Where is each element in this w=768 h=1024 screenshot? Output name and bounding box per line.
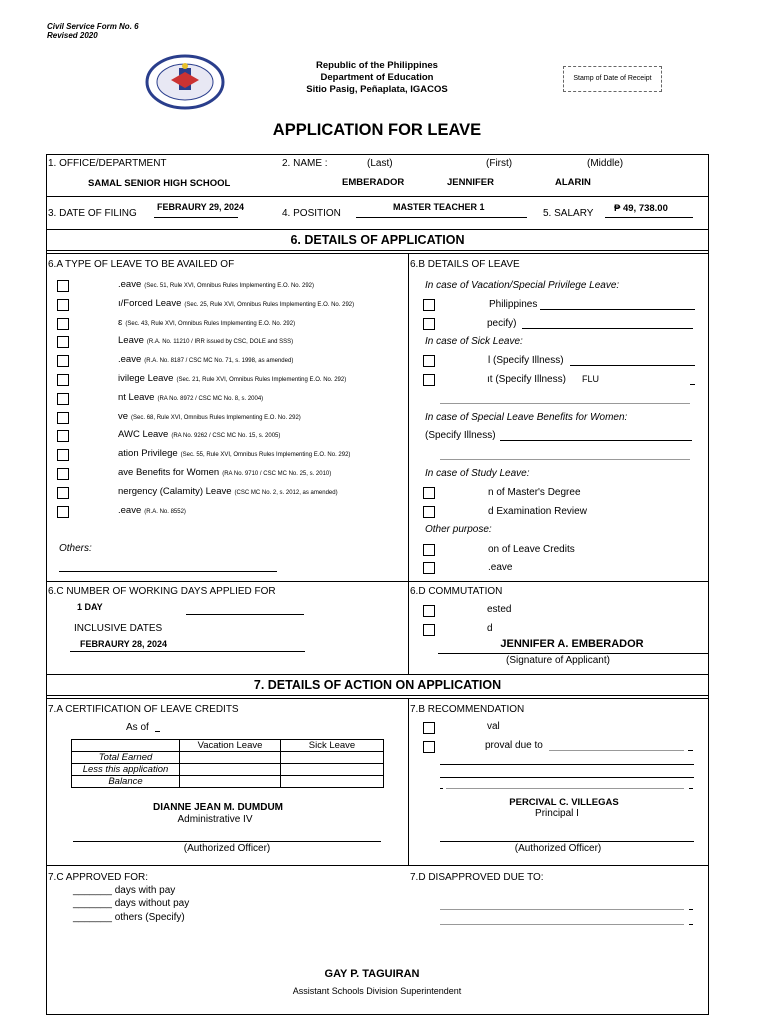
divider — [46, 229, 709, 230]
study-masters-checkbox[interactable] — [423, 487, 435, 499]
leave-type-name: ivilege Leave — [118, 373, 174, 384]
leave-type-item — [118, 411, 301, 422]
table-header-blank — [72, 740, 180, 752]
column-divider — [408, 698, 409, 865]
leave-type-reference: (R.A. No. 8552) — [144, 508, 186, 515]
leave-type-name: .eave — [118, 279, 142, 290]
leave-type-checkbox[interactable] — [57, 487, 69, 499]
disapproval-line — [440, 764, 694, 765]
applicant-signature-line — [438, 653, 708, 654]
leave-type-name: ave Benefits for Women — [118, 467, 220, 478]
salary-underline — [605, 217, 693, 218]
commutation-not-requested-checkbox[interactable] — [423, 605, 435, 617]
section-6b-title: 6.B DETAILS OF LEAVE — [410, 259, 520, 270]
terminal-leave-checkbox[interactable] — [423, 562, 435, 574]
cell-vacation-less[interactable] — [180, 764, 281, 776]
disapproval-line — [549, 750, 684, 751]
position-value[interactable]: MASTER TEACHER 1 — [393, 202, 485, 212]
form-revision: Revised 2020 — [47, 31, 98, 40]
disapproval-line — [688, 750, 693, 751]
divider — [46, 196, 709, 197]
study-bar-review-label: d Examination Review — [488, 506, 587, 517]
leave-type-reference: (Sec. 21, Rule XVI, Omnibus Rules Implementing E.O. No. 292) — [176, 377, 347, 383]
disapproval-line — [440, 777, 694, 778]
middle-name-label: (Middle) — [587, 158, 624, 169]
divider — [46, 674, 709, 675]
vacation-abroad-line — [522, 328, 693, 329]
leave-type-checkbox[interactable] — [57, 318, 69, 330]
leave-type-item — [118, 354, 293, 365]
commutation-requested-checkbox[interactable] — [423, 624, 435, 636]
date-filing-value[interactable]: FEBRAURY 29, 2024 — [157, 202, 245, 212]
monetization-checkbox[interactable] — [423, 544, 435, 556]
leave-type-reference: (RA No. 9262 / CSC MC No. 15, s. 2005) — [171, 433, 281, 440]
sick-outpatient-label: ıt (Specify Illness) — [487, 374, 566, 385]
leave-type-name: nergency (Calamity) Leave — [118, 485, 232, 497]
leave-type-checkbox[interactable] — [57, 299, 69, 311]
women-heading: In case of Special Leave Benefits for Women: — [425, 412, 628, 423]
leave-type-item — [118, 279, 314, 290]
position-underline — [356, 217, 527, 218]
approving-officer-name: GAY P. TAGUIRAN — [324, 968, 420, 980]
disapproved-line — [689, 924, 693, 925]
form-number: Civil Service Form No. 6 — [47, 22, 139, 31]
middle-name-value[interactable]: ALARIN — [555, 177, 591, 188]
header-republic: Republic of the Philippines — [316, 60, 438, 71]
table-header-sick: Sick Leave — [281, 740, 384, 752]
disapproved-line — [440, 924, 684, 925]
form-title: APPLICATION FOR LEAVE — [272, 121, 482, 139]
working-days-value[interactable]: 1 DAY — [77, 602, 103, 612]
salary-label: 5. SALARY — [543, 208, 594, 219]
women-specify-line — [500, 440, 692, 441]
divider — [46, 250, 709, 251]
deped-seal-logo — [145, 54, 225, 110]
cell-sick-balance[interactable] — [281, 776, 384, 788]
leave-type-reference: (Sec. 51, Rule XVI, Omnibus Rules Implementing E.O. No. 292) — [144, 283, 314, 289]
last-name-value[interactable]: EMBERADOR — [342, 177, 405, 188]
leave-type-name: ation Privilege — [118, 448, 178, 460]
row-less-application: Less this application — [72, 764, 180, 776]
sick-outpatient-checkbox[interactable] — [423, 374, 435, 386]
section-7d-title: 7.D DISAPPROVED DUE TO: — [410, 872, 544, 883]
others-specify[interactable]: _______ others (Specify) — [73, 912, 185, 923]
divider — [46, 695, 709, 696]
leave-type-item — [118, 392, 263, 403]
disapproval-line — [689, 788, 693, 789]
certifying-officer-name: DIANNE JEAN M. DUMDUM — [153, 802, 283, 813]
leave-type-name: Leave — [118, 335, 144, 347]
section-6-title: 6. DETAILS OF APPLICATION — [290, 233, 465, 247]
certifying-officer-line — [73, 841, 381, 842]
section-6c-title: 6.C NUMBER OF WORKING DAYS APPLIED FOR — [48, 586, 276, 597]
recommending-officer-title: Principal I — [535, 808, 579, 819]
leave-type-reference: (Sec. 68, Rule XVI, Omnibus Rules Implementing E.O. No. 292) — [131, 414, 301, 421]
sick-hospital-label: l (Specify Illness) — [488, 355, 564, 366]
cell-vacation-total[interactable] — [180, 752, 281, 764]
days-with-pay[interactable]: _______ days with pay — [73, 885, 176, 896]
approving-officer-title: Assistant Schools Division Superintendent — [292, 986, 462, 996]
sick-hospital-checkbox[interactable] — [423, 355, 435, 367]
divider — [46, 865, 709, 866]
leave-type-checkbox[interactable] — [57, 412, 69, 424]
row-balance: Balance — [72, 776, 180, 788]
recommending-officer-label: (Authorized Officer) — [514, 843, 602, 854]
inclusive-dates-value[interactable]: FEBRAURY 28, 2024 — [80, 639, 168, 649]
leave-type-item — [118, 429, 280, 440]
leave-type-item — [118, 335, 293, 346]
divider — [46, 253, 709, 254]
leave-type-item — [118, 373, 346, 384]
table-header-vacation: Vacation Leave — [180, 740, 281, 752]
study-bar-review-checkbox[interactable] — [423, 506, 435, 518]
disapproval-line — [440, 788, 443, 789]
commutation-not-requested-label: ested — [487, 604, 512, 615]
leave-type-reference: (RA No. 8972 / CSC MC No. 8, s. 2004) — [157, 395, 264, 402]
vacation-heading: In case of Vacation/Special Privilege Leave: — [425, 280, 620, 291]
table-row — [72, 764, 384, 776]
divider — [46, 581, 709, 582]
section-7c-title: 7.C APPROVED FOR: — [48, 872, 149, 883]
receipt-stamp-label: Stamp of Date of Receipt — [573, 75, 652, 82]
recommending-officer-name: PERCIVAL C. VILLEGAS — [509, 797, 619, 808]
office-value: SAMAL SENIOR HIGH SCHOOL — [88, 178, 231, 189]
recommend-approval-checkbox[interactable] — [423, 722, 435, 734]
applicant-signature-label: (Signature of Applicant) — [506, 655, 610, 666]
leave-type-reference: (RA No. 9710 / CSC MC No. 25, s. 2010) — [222, 471, 332, 477]
section-7b-title: 7.B RECOMMENDATION — [410, 704, 525, 715]
leave-type-name: ı/Forced Leave — [118, 297, 182, 309]
leave-type-name: ɛ — [118, 316, 123, 328]
women-extra-line — [440, 459, 690, 460]
office-label: 1. OFFICE/DEPARTMENT — [48, 158, 167, 169]
others-label: Others: — [59, 543, 92, 554]
section-7a-title: 7.A CERTIFICATION OF LEAVE CREDITS — [48, 704, 239, 715]
other-purpose-heading: Other purpose: — [425, 524, 492, 535]
cell-vacation-balance[interactable] — [180, 776, 281, 788]
leave-type-checkbox[interactable] — [57, 506, 69, 518]
date-filing-label: 3. DATE OF FILING — [48, 208, 137, 219]
recommend-disapproval-label: proval due to — [485, 740, 543, 751]
study-heading: In case of Study Leave: — [425, 468, 530, 479]
leave-type-name: ve — [118, 410, 129, 422]
receipt-stamp-box — [563, 66, 662, 92]
leave-type-reference: (Sec. 25, Rule XVI, Omnibus Rules Implementing E.O. No. 292) — [184, 301, 355, 308]
inclusive-dates-label: INCLUSIVE DATES — [74, 623, 163, 634]
sick-heading: In case of Sick Leave: — [425, 336, 523, 347]
section-6a-title: 6.A TYPE OF LEAVE TO BE AVAILED OF — [48, 259, 235, 270]
leave-type-name: .eave — [118, 354, 142, 366]
leave-credits-table — [71, 739, 384, 788]
leave-type-reference: (Sec. 55, Rule XVI, Omnibus Rules Implementing E.O. No. 292) — [180, 452, 351, 459]
as-of-label: As of — [126, 722, 149, 733]
section-7-title: 7. DETAILS OF ACTION ON APPLICATION — [253, 678, 502, 692]
leave-type-item — [118, 505, 186, 516]
leave-type-checkbox[interactable] — [57, 374, 69, 386]
name-label: 2. NAME : — [282, 158, 328, 169]
table-row — [72, 776, 384, 788]
divider — [46, 698, 709, 699]
disapproved-line — [689, 909, 693, 910]
leave-type-checkbox[interactable] — [57, 449, 69, 461]
leave-type-reference: (CSC MC No. 2, s. 2012, as amended) — [234, 489, 338, 496]
vacation-abroad-checkbox[interactable] — [423, 318, 435, 330]
row-total-earned: Total Earned — [72, 752, 180, 764]
as-of-line — [155, 731, 160, 732]
disapproval-line — [446, 788, 684, 789]
leave-type-checkbox[interactable] — [57, 355, 69, 367]
cell-sick-less[interactable] — [281, 764, 384, 776]
header-department: Department of Education — [320, 72, 434, 83]
leave-type-checkbox[interactable] — [57, 430, 69, 442]
table-row — [72, 752, 384, 764]
leave-type-item — [118, 486, 338, 497]
vacation-abroad-label: pecify) — [487, 318, 517, 329]
applicant-name: JENNIFER A. EMBERADOR — [500, 638, 644, 650]
section-6d-title: 6.D COMMUTATION — [410, 586, 503, 597]
working-days-line — [186, 614, 304, 615]
vacation-within-checkbox[interactable] — [423, 299, 435, 311]
leave-type-checkbox[interactable] — [57, 393, 69, 405]
cell-sick-total[interactable] — [281, 752, 384, 764]
leave-type-name: .eave — [118, 504, 142, 516]
date-underline — [154, 217, 238, 218]
leave-type-checkbox[interactable] — [57, 336, 69, 348]
terminal-leave-label: .eave — [488, 562, 513, 573]
sick-hospital-line — [570, 365, 695, 366]
women-specify-label: (Specify Illness) — [425, 430, 496, 441]
header-address: Sitio Pasig, Peñaplata, IGACOS — [306, 84, 448, 95]
leave-type-checkbox[interactable] — [57, 468, 69, 480]
study-masters-label: n of Master's Degree — [488, 487, 581, 498]
sick-outpatient-value[interactable]: FLU — [582, 374, 600, 384]
leave-type-item — [118, 448, 350, 459]
leave-type-checkbox[interactable] — [57, 280, 69, 292]
sick-outpatient-line — [690, 384, 695, 385]
leave-type-name: nt Leave — [118, 391, 155, 403]
leave-type-reference: (R.A. No. 8187 / CSC MC No. 71, s. 1998, as amended) — [144, 358, 294, 365]
certifying-officer-title: Administrative IV — [177, 814, 253, 825]
certifying-officer-label: (Authorized Officer) — [183, 843, 271, 854]
recommending-officer-line — [440, 841, 694, 842]
position-label: 4. POSITION — [282, 208, 341, 219]
days-without-pay[interactable]: _______ days without pay — [73, 898, 190, 909]
leave-type-item — [118, 298, 354, 309]
leave-type-name: AWC Leave — [118, 429, 169, 441]
leave-type-item — [118, 467, 331, 478]
first-name-value[interactable]: JENNIFER — [447, 177, 494, 188]
others-underline — [59, 571, 277, 572]
vacation-within-label: Philippines — [489, 299, 538, 310]
leave-type-reference: (R.A. No. 11210 / IRR issued by CSC, DOLE and SSS) — [146, 339, 294, 346]
monetization-label: on of Leave Credits — [488, 544, 575, 555]
leave-type-item — [118, 317, 295, 328]
leave-type-reference: (Sec. 43, Rule XVI, Omnibus Rules Implementing E.O. No. 292) — [125, 320, 296, 327]
last-name-label: (Last) — [367, 158, 393, 169]
sick-extra-line — [440, 403, 690, 404]
commutation-requested-label: d — [487, 623, 493, 634]
inclusive-dates-line — [70, 651, 305, 652]
first-name-label: (First) — [486, 158, 513, 169]
vacation-within-line — [540, 309, 695, 310]
disapproved-line — [440, 909, 684, 910]
salary-value[interactable]: ₱ 49, 738.00 — [614, 203, 668, 214]
recommend-approval-label: val — [487, 721, 500, 732]
column-divider — [408, 253, 409, 675]
recommend-disapproval-checkbox[interactable] — [423, 741, 435, 753]
